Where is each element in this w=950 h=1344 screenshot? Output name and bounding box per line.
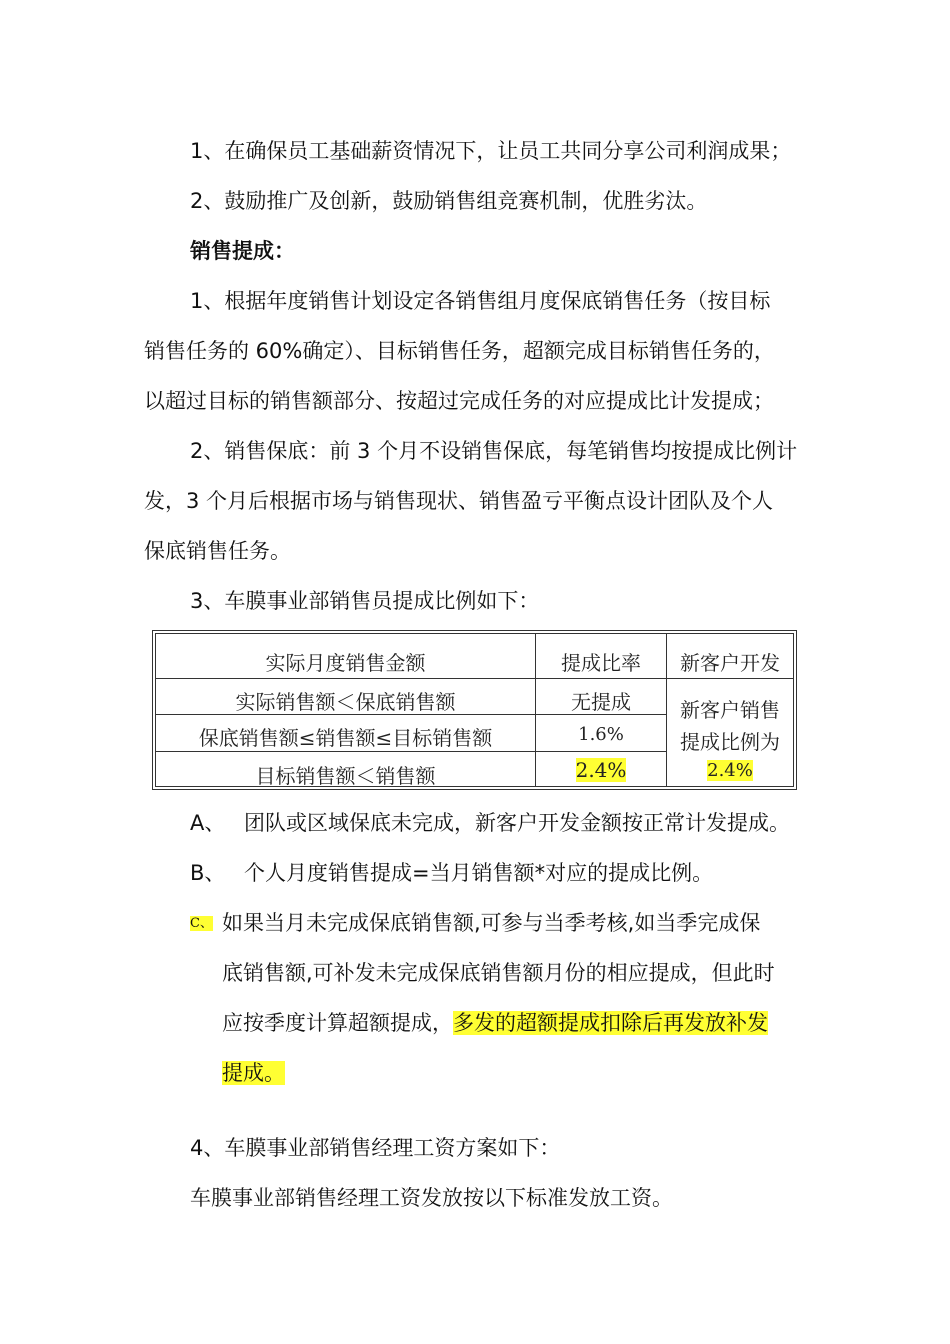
note-c-line-3 — [222, 1008, 768, 1038]
table-row-2-rate: 1.6% — [578, 724, 624, 745]
section-title: 销售提成： — [190, 239, 295, 263]
note-c-line-2: 底销售额,可补发未完成保底销售额月份的相应提成，但此时 — [222, 961, 775, 985]
new-client-rate: 2.4% — [707, 760, 753, 781]
note-c-label: C、 — [190, 916, 213, 931]
note-c-label-wrap — [190, 909, 213, 939]
table-row-1-rate: 无提成 — [571, 690, 631, 714]
note-c-line-1: 如果当月未完成保底销售额,可参与当季考核,如当季完成保 — [222, 911, 761, 935]
new-client-line-2: 提成比例为 — [680, 730, 780, 754]
rule-1-line-c: 以超过目标的销售额部分、按超过完成任务的对应提成比计发提成； — [144, 389, 774, 413]
table-header-amount: 实际月度销售金额 — [265, 651, 426, 675]
intro-line-1: 1、在确保员工基础薪资情况下，让员工共同分享公司利润成果； — [190, 139, 792, 163]
note-a-text: 团队或区域保底未完成，新客户开发金额按正常计发提成。 — [244, 811, 790, 835]
note-b-label: B、 — [190, 861, 226, 885]
note-b-text: 个人月度销售提成=当月销售额*对应的提成比例。 — [244, 861, 714, 885]
rule-1-line-b: 销售任务的 60%确定）、目标销售任务，超额完成目标销售任务的， — [144, 339, 775, 363]
new-client-rate-wrap — [667, 760, 793, 781]
manager-text-sans: 车膜事业部销售经理工资发放按 — [190, 1186, 484, 1210]
table-row-2-condition: 保底销售额≤销售额≤目标销售额 — [198, 726, 493, 750]
rule-2-line-b: 发，3 个月后根据市场与销售现状、销售盈亏平衡点设计团队及个人 — [144, 489, 774, 513]
table-row-3-rate: 2.4% — [575, 758, 627, 782]
table-header-new-client: 新客户开发 — [680, 651, 780, 675]
rule-2-line-c: 保底销售任务。 — [144, 539, 291, 563]
note-c-line-4-wrap — [222, 1058, 285, 1088]
commission-table — [152, 630, 797, 790]
note-a-label: A、 — [190, 811, 226, 835]
table-row-1-condition: 实际销售额＜保底销售额 — [235, 690, 456, 714]
table-row-3-condition: 目标销售额＜销售额 — [255, 764, 436, 788]
intro-line-2: 2、鼓励推广及创新，鼓励销售组竞赛机制，优胜劣汰。 — [190, 189, 708, 213]
manager-text — [190, 1183, 673, 1213]
note-c-line-3-highlight: 多发的超额提成扣除后再发放补发 — [453, 1011, 768, 1035]
note-c-line-3-plain: 应按季度计算超额提成， — [222, 1011, 453, 1035]
rule-1-line-a: 1、根据年度销售计划设定各销售组月度保底销售任务（按目标 — [190, 289, 771, 313]
table-row-3-rate-wrap — [536, 758, 666, 782]
rule-3: 3、车膜事业部销售员提成比例如下： — [190, 589, 540, 613]
note-c-line-4: 提成。 — [222, 1061, 285, 1085]
table-header-rate: 提成比率 — [561, 651, 641, 675]
rule-2-line-a: 2、销售保底：前 3 个月不设销售保底，每笔销售均按提成比例计 — [190, 439, 798, 463]
manager-title: 4、车膜事业部销售经理工资方案如下： — [190, 1136, 561, 1160]
manager-text-serif: 以下标准发放工资。 — [484, 1186, 673, 1210]
new-client-line-1: 新客户销售 — [680, 698, 780, 722]
